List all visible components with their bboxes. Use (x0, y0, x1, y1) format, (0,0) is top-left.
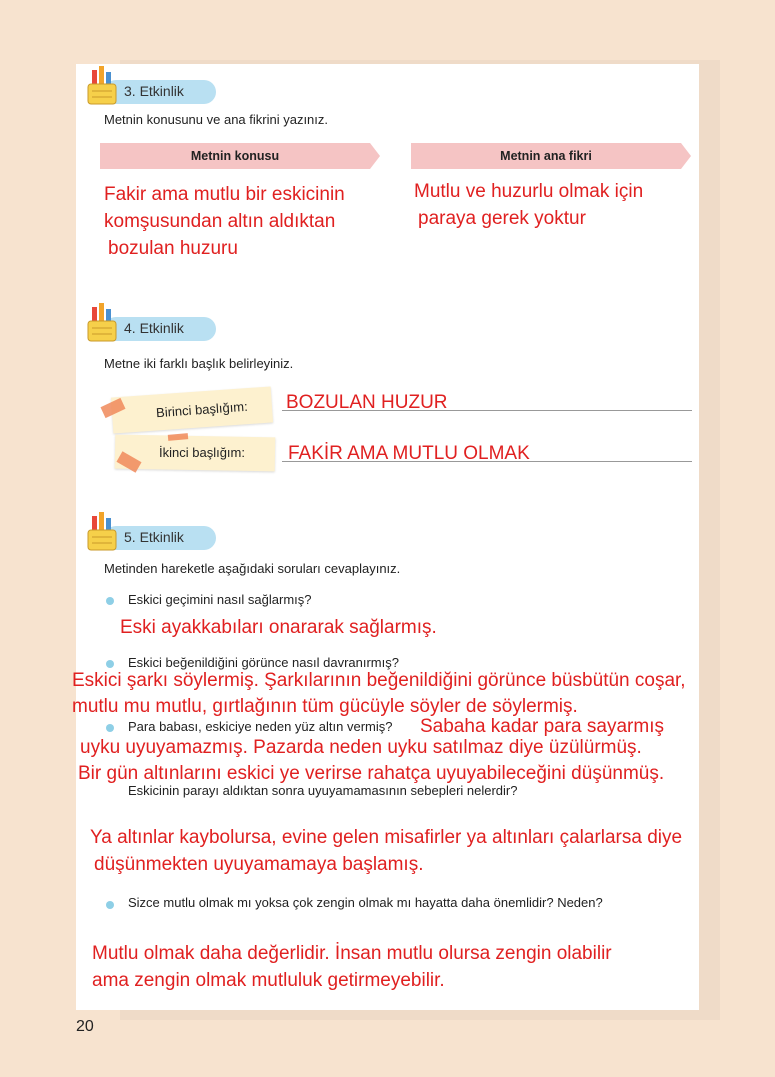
answer-anafikir-line2: paraya gerek yoktur (418, 208, 586, 229)
badge-label: 5. Etkinlik (124, 529, 184, 545)
question-3: Para babası, eskiciye neden yüz altın vermiş? (128, 719, 393, 734)
answer-q5-line2: ama zengin olmak mutluluk getirmeyebilir. (92, 970, 445, 991)
header-metnin-ana-fikri: Metnin ana fikri (411, 143, 681, 169)
answer-basligim-1: BOZULAN HUZUR (286, 392, 448, 413)
answer-konusu-line3: bozulan huzuru (108, 238, 238, 259)
answer-q3-line2: uyku uyuyamazmış. Pazarda neden uyku satılmaz diye üzülürmüş. (80, 737, 642, 758)
label-birinci-basligim: Birinci başlığım: (155, 398, 249, 421)
pencil-cup-icon (86, 512, 120, 552)
answer-q4-line2: düşünmekten uyuyamamaya başlamış. (94, 854, 424, 875)
badge-label: 3. Etkinlik (124, 83, 184, 99)
activity5-prompt: Metinden hareketle aşağıdaki soruları cevaplayınız. (104, 561, 401, 576)
answer-q1: Eski ayakkabıları onararak sağlarmış. (120, 617, 437, 638)
badge-label: 4. Etkinlik (124, 320, 184, 336)
pencil-cup-icon (86, 66, 120, 106)
header-metnin-konusu: Metnin konusu (100, 143, 370, 169)
answer-basligim-2: FAKİR AMA MUTLU OLMAK (288, 443, 530, 464)
answer-q3-line3: Bir gün altınlarını eskici ye verirse rahatça uyuyabileceğini düşünmüş. (78, 763, 665, 784)
answer-konusu-line1: Fakir ama mutlu bir eskicinin (104, 184, 345, 205)
question-5: Sizce mutlu olmak mı yoksa çok zengin olmak mı hayatta daha önemlidir? Neden? (128, 895, 603, 910)
bullet (106, 597, 114, 605)
answer-q2-line2: mutlu mu mutlu, gırtlağının tüm gücüyle söyler de söylermiş. (72, 696, 578, 717)
pencil-cup-icon (86, 303, 120, 343)
answer-konusu-line2: komşusundan altın aldıktan (104, 211, 336, 232)
question-2: Eskici beğenildiğini görünce nasıl davranırmış? (128, 655, 399, 670)
activity3-prompt: Metnin konusunu ve ana fikrini yazınız. (104, 112, 329, 127)
answer-anafikir-line1: Mutlu ve huzurlu olmak için (414, 181, 644, 202)
answer-q5-line1: Mutlu olmak daha değerlidir. İnsan mutlu olursa zengin olabilir (92, 943, 612, 964)
bullet (106, 724, 114, 732)
question-4: Eskicinin parayı aldıktan sonra uyuyamamasının sebepleri nelerdir? (128, 783, 518, 798)
bullet (106, 901, 114, 909)
answer-q3-line1: Sabaha kadar para sayarmış (420, 716, 664, 737)
answer-q4-line1: Ya altınlar kaybolursa, evine gelen misafirler ya altınları çalarlarsa diye (90, 827, 683, 848)
answer-q2-line1: Eskici şarkı söylermiş. Şarkılarının beğenildiğini görünce büsbütün coşar, (72, 670, 686, 691)
label-ikinci-basligim: İkinci başlığım: (159, 445, 245, 460)
activity4-prompt: Metne iki farklı başlık belirleyiniz. (104, 356, 294, 371)
page-number: 20 (76, 1018, 94, 1035)
question-1: Eskici geçimini nasıl sağlarmış? (128, 592, 312, 607)
